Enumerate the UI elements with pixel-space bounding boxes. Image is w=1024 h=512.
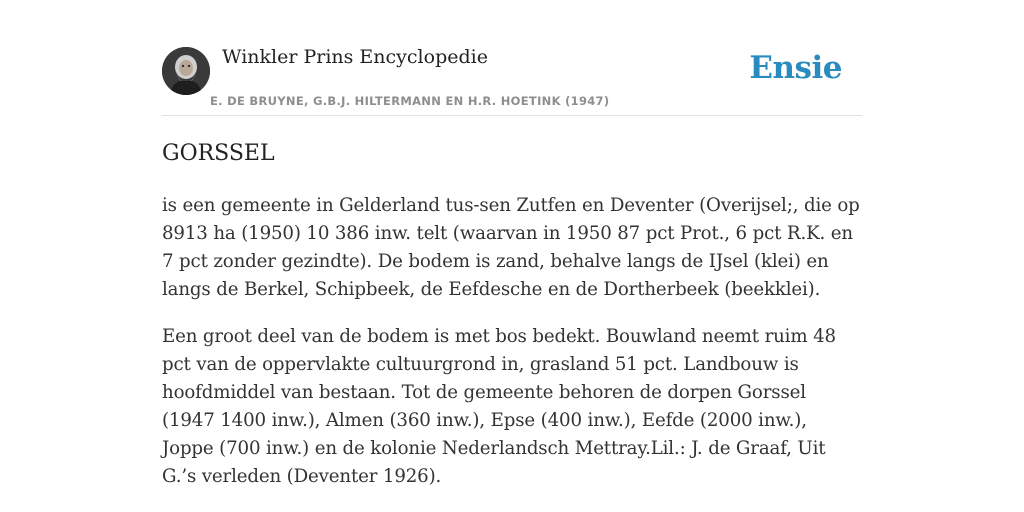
article-body <box>162 192 862 510</box>
article-paragraph: Een groot deel van de bodem is met bos bedekt. Bouwland neemt ruim 48 pct van de oppervlakte cultuurgrond in, grasland 51 pct. Landbouw is hoofdmiddel van bestaan. Tot de gemeente behoren de dorpen Gorssel (1947 1400 inw.), Almen (360 inw.), Epse (400 inw.), Eefde (2000 inw.), Joppe (700 inw.) en de kolonie Nederlandsch Mettray.Lil.: J. de Graaf, Uit G.’s verleden (Deventer 1926). <box>162 326 836 487</box>
ensie-logo-link[interactable]: Ensie <box>749 50 842 86</box>
source-header <box>162 0 862 116</box>
encyclopedia-title-link[interactable]: Winkler Prins Encyclopedie <box>222 46 488 68</box>
source-authors: E. DE BRUYNE, G.B.J. HILTERMANN EN H.R. HOETINK (1947) <box>210 94 610 108</box>
page <box>162 0 862 487</box>
author-portrait-avatar <box>162 47 210 95</box>
article-title: GORSSEL <box>162 141 275 166</box>
article-paragraph: is een gemeente in Gelderland tus-sen Zutfen en Deventer (Overijsel;, die op 8913 ha (1950) 10 386 inw. telt (waarvan in 1950 87 pct Prot., 6 pct R.K. en 7 pct zonder gezindte). De bodem is zand, behalve langs de IJsel (klei) en langs de Berkel, Schipbeek, de Eefdesche en de Dortherbeek (beekklei). <box>162 195 860 300</box>
